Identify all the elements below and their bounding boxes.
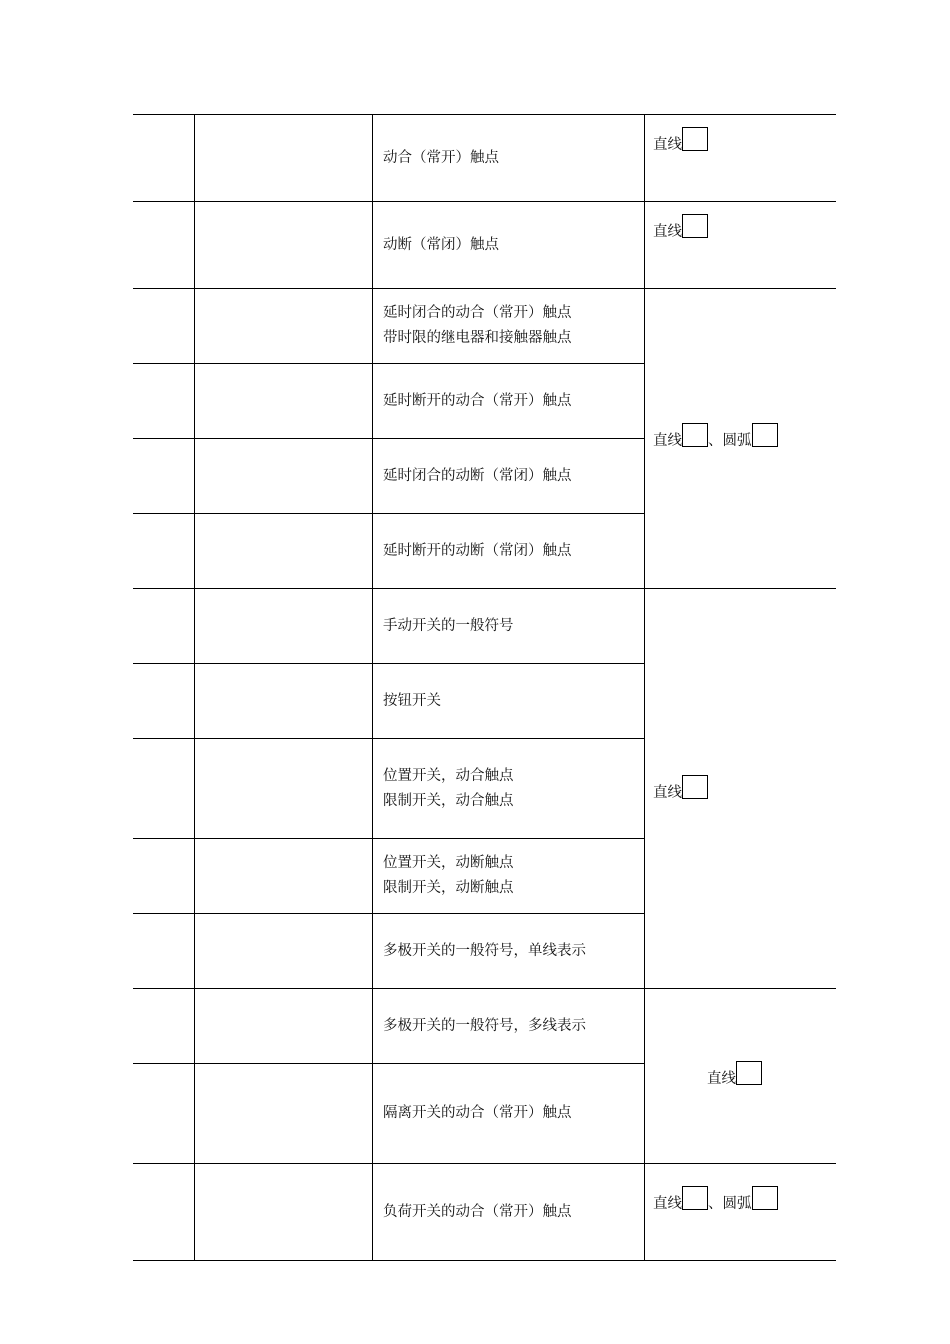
requirement-cell <box>645 1164 837 1261</box>
number-cell <box>133 514 195 589</box>
answer-box[interactable] <box>752 423 778 447</box>
table-row <box>133 989 836 1064</box>
number-cell <box>133 439 195 514</box>
name-text: 限制开关，动合触点 <box>383 792 514 809</box>
symbol-cell <box>195 914 373 989</box>
name-text: 动合（常开）触点 <box>383 149 499 166</box>
requirement-cell <box>645 202 837 289</box>
name-cell <box>373 115 645 202</box>
name-text: 隔离开关的动合（常开）触点 <box>383 1105 572 1121</box>
name-text: 手动开关的一般符号 <box>383 617 514 634</box>
symbol-cell <box>195 839 373 914</box>
answer-box[interactable] <box>736 1061 762 1085</box>
requirement-straight-label: 直线 <box>653 433 682 449</box>
name-cell <box>373 289 645 364</box>
requirement-straight-label: 直线 <box>653 1196 682 1212</box>
name-text: 多极开关的一般符号，多线表示 <box>383 1017 586 1034</box>
name-cell <box>373 439 645 514</box>
answer-box[interactable] <box>682 1186 708 1210</box>
requirement-cell <box>645 115 837 202</box>
name-text: 延时断开的动断（常闭）触点 <box>383 542 572 559</box>
name-cell <box>373 664 645 739</box>
name-text: 动断（常闭）触点 <box>383 236 499 253</box>
name-text: 限制开关，动断触点 <box>383 880 514 896</box>
requirement-cell <box>645 989 837 1164</box>
number-cell <box>133 839 195 914</box>
symbol-cell <box>195 589 373 664</box>
answer-box[interactable] <box>682 775 708 799</box>
symbol-cell <box>195 115 373 202</box>
name-cell <box>373 1064 645 1164</box>
name-cell <box>373 202 645 289</box>
number-cell <box>133 364 195 439</box>
name-cell <box>373 914 645 989</box>
name-text: 带时限的继电器和接触器触点 <box>383 330 572 346</box>
name-cell <box>373 514 645 589</box>
answer-box[interactable] <box>682 423 708 447</box>
number-cell <box>133 289 195 364</box>
requirement <box>653 1186 778 1213</box>
requirement <box>653 775 708 802</box>
name-text: 延时断开的动合（常开）触点 <box>383 392 572 409</box>
number-cell <box>133 739 195 839</box>
requirement-straight-label: 直线 <box>653 785 682 801</box>
name-text: 多极开关的一般符号，单线表示 <box>383 942 586 959</box>
table-row <box>133 289 836 364</box>
name-cell <box>373 739 645 839</box>
number-cell <box>133 1164 195 1261</box>
name-cell <box>373 364 645 439</box>
requirement-arc-label: 圆弧 <box>722 1196 752 1212</box>
name-text: 位置开关，动断触点 <box>383 855 514 871</box>
requirement-separator: 、 <box>708 1196 723 1212</box>
requirement-cell <box>645 289 837 589</box>
table-row <box>133 589 836 664</box>
number-cell <box>133 589 195 664</box>
name-cell <box>373 839 645 914</box>
table-row <box>133 202 836 289</box>
requirement-straight-label: 直线 <box>707 1071 736 1087</box>
number-cell <box>133 1064 195 1164</box>
requirement <box>653 214 708 241</box>
requirement-arc-label: 圆弧 <box>722 433 752 449</box>
requirement <box>707 1061 762 1088</box>
requirement <box>653 423 778 450</box>
symbol-cell <box>195 289 373 364</box>
requirement-cell <box>645 589 837 989</box>
number-cell <box>133 989 195 1064</box>
symbol-cell <box>195 364 373 439</box>
table-row <box>133 115 836 202</box>
answer-box[interactable] <box>682 127 708 151</box>
requirement-straight-label: 直线 <box>653 224 682 240</box>
symbol-cell <box>195 514 373 589</box>
symbol-cell <box>195 439 373 514</box>
symbol-cell <box>195 1164 373 1261</box>
answer-box[interactable] <box>752 1186 778 1210</box>
name-cell <box>373 589 645 664</box>
symbol-table <box>133 114 836 1261</box>
name-text: 负荷开关的动合（常开）触点 <box>383 1203 572 1220</box>
symbol-cell <box>195 202 373 289</box>
requirement-straight-label: 直线 <box>653 137 682 153</box>
symbol-cell <box>195 989 373 1064</box>
number-cell <box>133 914 195 989</box>
requirement <box>653 127 708 154</box>
symbol-cell <box>195 739 373 839</box>
name-cell <box>373 989 645 1064</box>
requirement-separator: 、 <box>708 433 723 449</box>
name-cell <box>373 1164 645 1261</box>
name-text: 延时闭合的动合（常开）触点 <box>383 305 572 321</box>
answer-box[interactable] <box>682 214 708 238</box>
table-row <box>133 1164 836 1261</box>
symbol-cell <box>195 1064 373 1164</box>
number-cell <box>133 115 195 202</box>
number-cell <box>133 664 195 739</box>
name-text: 位置开关，动合触点 <box>383 767 514 784</box>
symbol-cell <box>195 664 373 739</box>
number-cell <box>133 202 195 289</box>
name-text: 延时闭合的动断（常闭）触点 <box>383 467 572 484</box>
name-text: 按钮开关 <box>383 692 441 709</box>
